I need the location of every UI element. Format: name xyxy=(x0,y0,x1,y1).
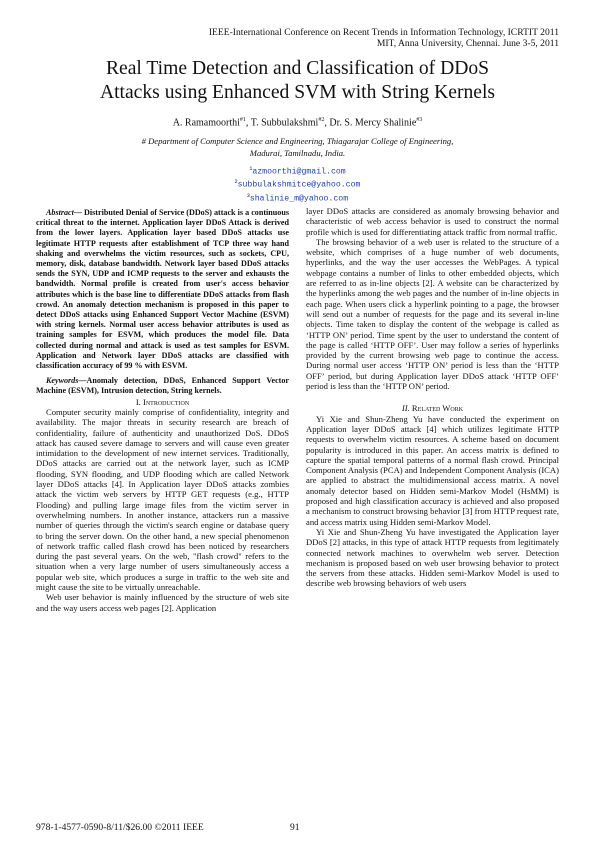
email-3-address[interactable]: shalinie_m@yahoo.com xyxy=(249,194,349,204)
email-1-address[interactable]: azmoorthi@gmail.com xyxy=(252,167,346,177)
conference-line-2: MIT, Anna University, Chennai. June 3-5, 2011 xyxy=(376,38,559,49)
author-2: , T. Subbulakshmi xyxy=(245,117,319,129)
email-2[interactable] xyxy=(150,177,445,191)
keywords-text: —Anomaly detection, DDoS, Enhanced Support Vector Machine (ESVM), Intrusion detection, String kernels. xyxy=(36,376,289,396)
conference-header xyxy=(209,27,559,49)
author-2-sup: #2 xyxy=(318,117,325,123)
affiliation-line-1: # Department of Computer Science and Engineering, Thiagarajar College of Engineering, xyxy=(141,136,454,146)
abstract-label: Abstract xyxy=(46,208,74,217)
intro-paragraph-1: Computer security mainly comprise of confidentiality, integrity and availability. The major threats in security research are breach of confidentiality, failure of authenticity and unauthorized DoS. DDoS attack has caused severe damage to servers and will cause even greater intimidation to the development of new internet services. Traditionally, DDoS attacks are carried out at the network layer, such as ICMP flooding, SYN flooding, and UDP flooding which are called Network layer DDoS attacks [4]. In Application layer DDoS attacks zombies attack the victim web servers by HTTP GET requests (e.g., HTTP Flooding) and pulling large image files from the victim server in overwhelming numbers. In another instance, attackers run a massive number of queries through the victim's search engine or database query to bring the server down. On the other hand, a new special phenomenon of network traffic called flash crowd has been noticed by researchers during the past several years. On the web, "flash crowd" refers to the situation when a very large number of users simultaneously access a popular web site, which produces a surge in traffic to the web site and might cause the site to be virtually unreachable. xyxy=(36,406,289,592)
author-3-sup: #3 xyxy=(416,117,423,123)
abstract xyxy=(36,208,289,371)
title-line-2: Attacks using Enhanced SVM with String Kernels xyxy=(99,82,496,103)
email-1-sup: 1 xyxy=(249,166,253,172)
email-1[interactable] xyxy=(150,164,445,178)
section-2-title: Related Work xyxy=(411,403,464,414)
author-3: , Dr. S. Mercy Shalinie xyxy=(324,117,417,129)
right-paragraph-2: The browsing behavior of a web user is related to the structure of a website, which comprises of a huge number of web documents, hyperlinks, and the way the user accesses the WebPages. A typical webpage contains a number of links to other embedded objects, which are referred to as in-line objects [2]. A website can be characterized by the hyperlinks among the web pages and the number of in-line objects in each page. When users click a hyperlink pointing to a page, the browser will send out a number of requests for the page and its several in-line objects. Time taken to display the content of the webpage is called as ‘HTTP ON’ period. Time spent by the user to understand the content of the page is called ‘HTTP OFF’. User may follow a series of hyperlinks provided by the current browsing web page to continue the access. During normal user access ‘HTTP ON’ period is less than the ‘HTTP OFF’ period, but during Application layer DDoS attack ‘HTTP OFF’ period is less than the ‘HTTP ON’ period. xyxy=(306,236,559,392)
related-paragraph-1: Yi Xie and Shun-Zheng Yu have conducted the experiment on Application layer DDoS attack [4] which utilizes legitimate HTTP requests to overwhelm victim resources. A scheme based on document popularity is introduced in this paper. An access matrix is defined to capture the spatial temporal patterns of a normal flash crowd. Principal Component Analysis (PCA) and Independent Component Analysis (ICA) are applied to abstract the multidimensional access matrix. A novel anomaly detector based on Hidden semi-Markov Model (HsMM) is proposed and high classification accuracy is achieved and also proposed a mechanism to construct browsing behavior [3] from HTTP request rate, and access matrix using Hidden semi-Markov Model. xyxy=(306,413,559,527)
footer-isbn: 978-1-4577-0590-8/11/$26.00 ©2011 IEEE xyxy=(36,822,204,833)
page-number: 91 xyxy=(290,822,300,833)
abstract-text: — Distributed Denial of Service (DDoS) attack is a continuous critical threat to the internet. Application layer DDoS Attack is derived from the lower layers. Application layer based DDoS attacks use legitimate HTTP requests after establishment of TCP three way hand shaking and overwhelms the victim resources, such as sockets, CPU, memory, disk, database bandwidth. Network layer based DDoS attacks sends the SYN, UDP and ICMP requests to the server and exhausts the bandwidth. Normal profile is created from user's access behavior attributes which is the base line to differentiate DDoS attacks from flash crowd. An anomaly detection mechanism is proposed in this paper to detect DDoS attacks using Enhanced Support Vector Machine (ESVM) with string kernels. Normal user access behavior attributes is used as training samples for ESVM, which produces the model file. Data collected during normal and attack is used as test samples for ESVM. Application and Network layer DDoS attacks are classified with classification accuracy of 99 % with ESVM. xyxy=(36,208,289,371)
author-1-sup: #1 xyxy=(239,117,246,123)
related-paragraph-2: Yi Xie and Shun-Zheng Yu have investigated the Application layer DDoS [2] attacks, in this type of attack HTTP requests from legitimately connected network machines to overwhelm web server. Detection mechanism is proposed based on web user browsing behavior to protect the servers from these attacks. Hidden semi-Markov Model is used to describe web browsing behaviors of web users xyxy=(306,526,559,589)
affiliation xyxy=(90,135,505,159)
right-column xyxy=(306,206,559,589)
section-1-number: I. xyxy=(135,396,141,407)
keywords-label: Keywords xyxy=(46,376,79,386)
section-2-number: II. xyxy=(401,403,410,414)
section-1-title: Introduction xyxy=(142,396,190,407)
email-2-address[interactable]: subbulakshmitce@yahoo.com xyxy=(237,180,361,190)
left-column xyxy=(36,208,289,613)
keywords xyxy=(36,376,289,396)
email-2-sup: 2 xyxy=(234,179,238,185)
email-3[interactable] xyxy=(150,191,445,205)
section-1-heading xyxy=(36,397,289,407)
affiliation-line-2: Madurai, Tamilnadu, India. xyxy=(249,148,346,158)
author-1: A. Ramamoorthi xyxy=(172,117,240,129)
right-paragraph-1: layer DDoS attacks are considered as anomaly browsing behavior and characteristic of web access behavior is used to construct the normal profile which is used for differentiating attack traffic from normal traffic. xyxy=(306,206,559,237)
section-2-heading xyxy=(306,403,559,413)
paper-title xyxy=(30,57,565,105)
conference-line-1: IEEE-International Conference on Recent Trends in Information Technology, ICRTIT 2011 xyxy=(208,27,559,38)
email-3-sup: 3 xyxy=(246,193,250,199)
title-line-1: Real Time Detection and Classification of DDoS xyxy=(105,58,490,79)
author-list xyxy=(30,114,565,129)
intro-paragraph-2: Web user behavior is mainly influenced by the structure of web site and the way users access web pages [2]. Application xyxy=(36,592,289,613)
